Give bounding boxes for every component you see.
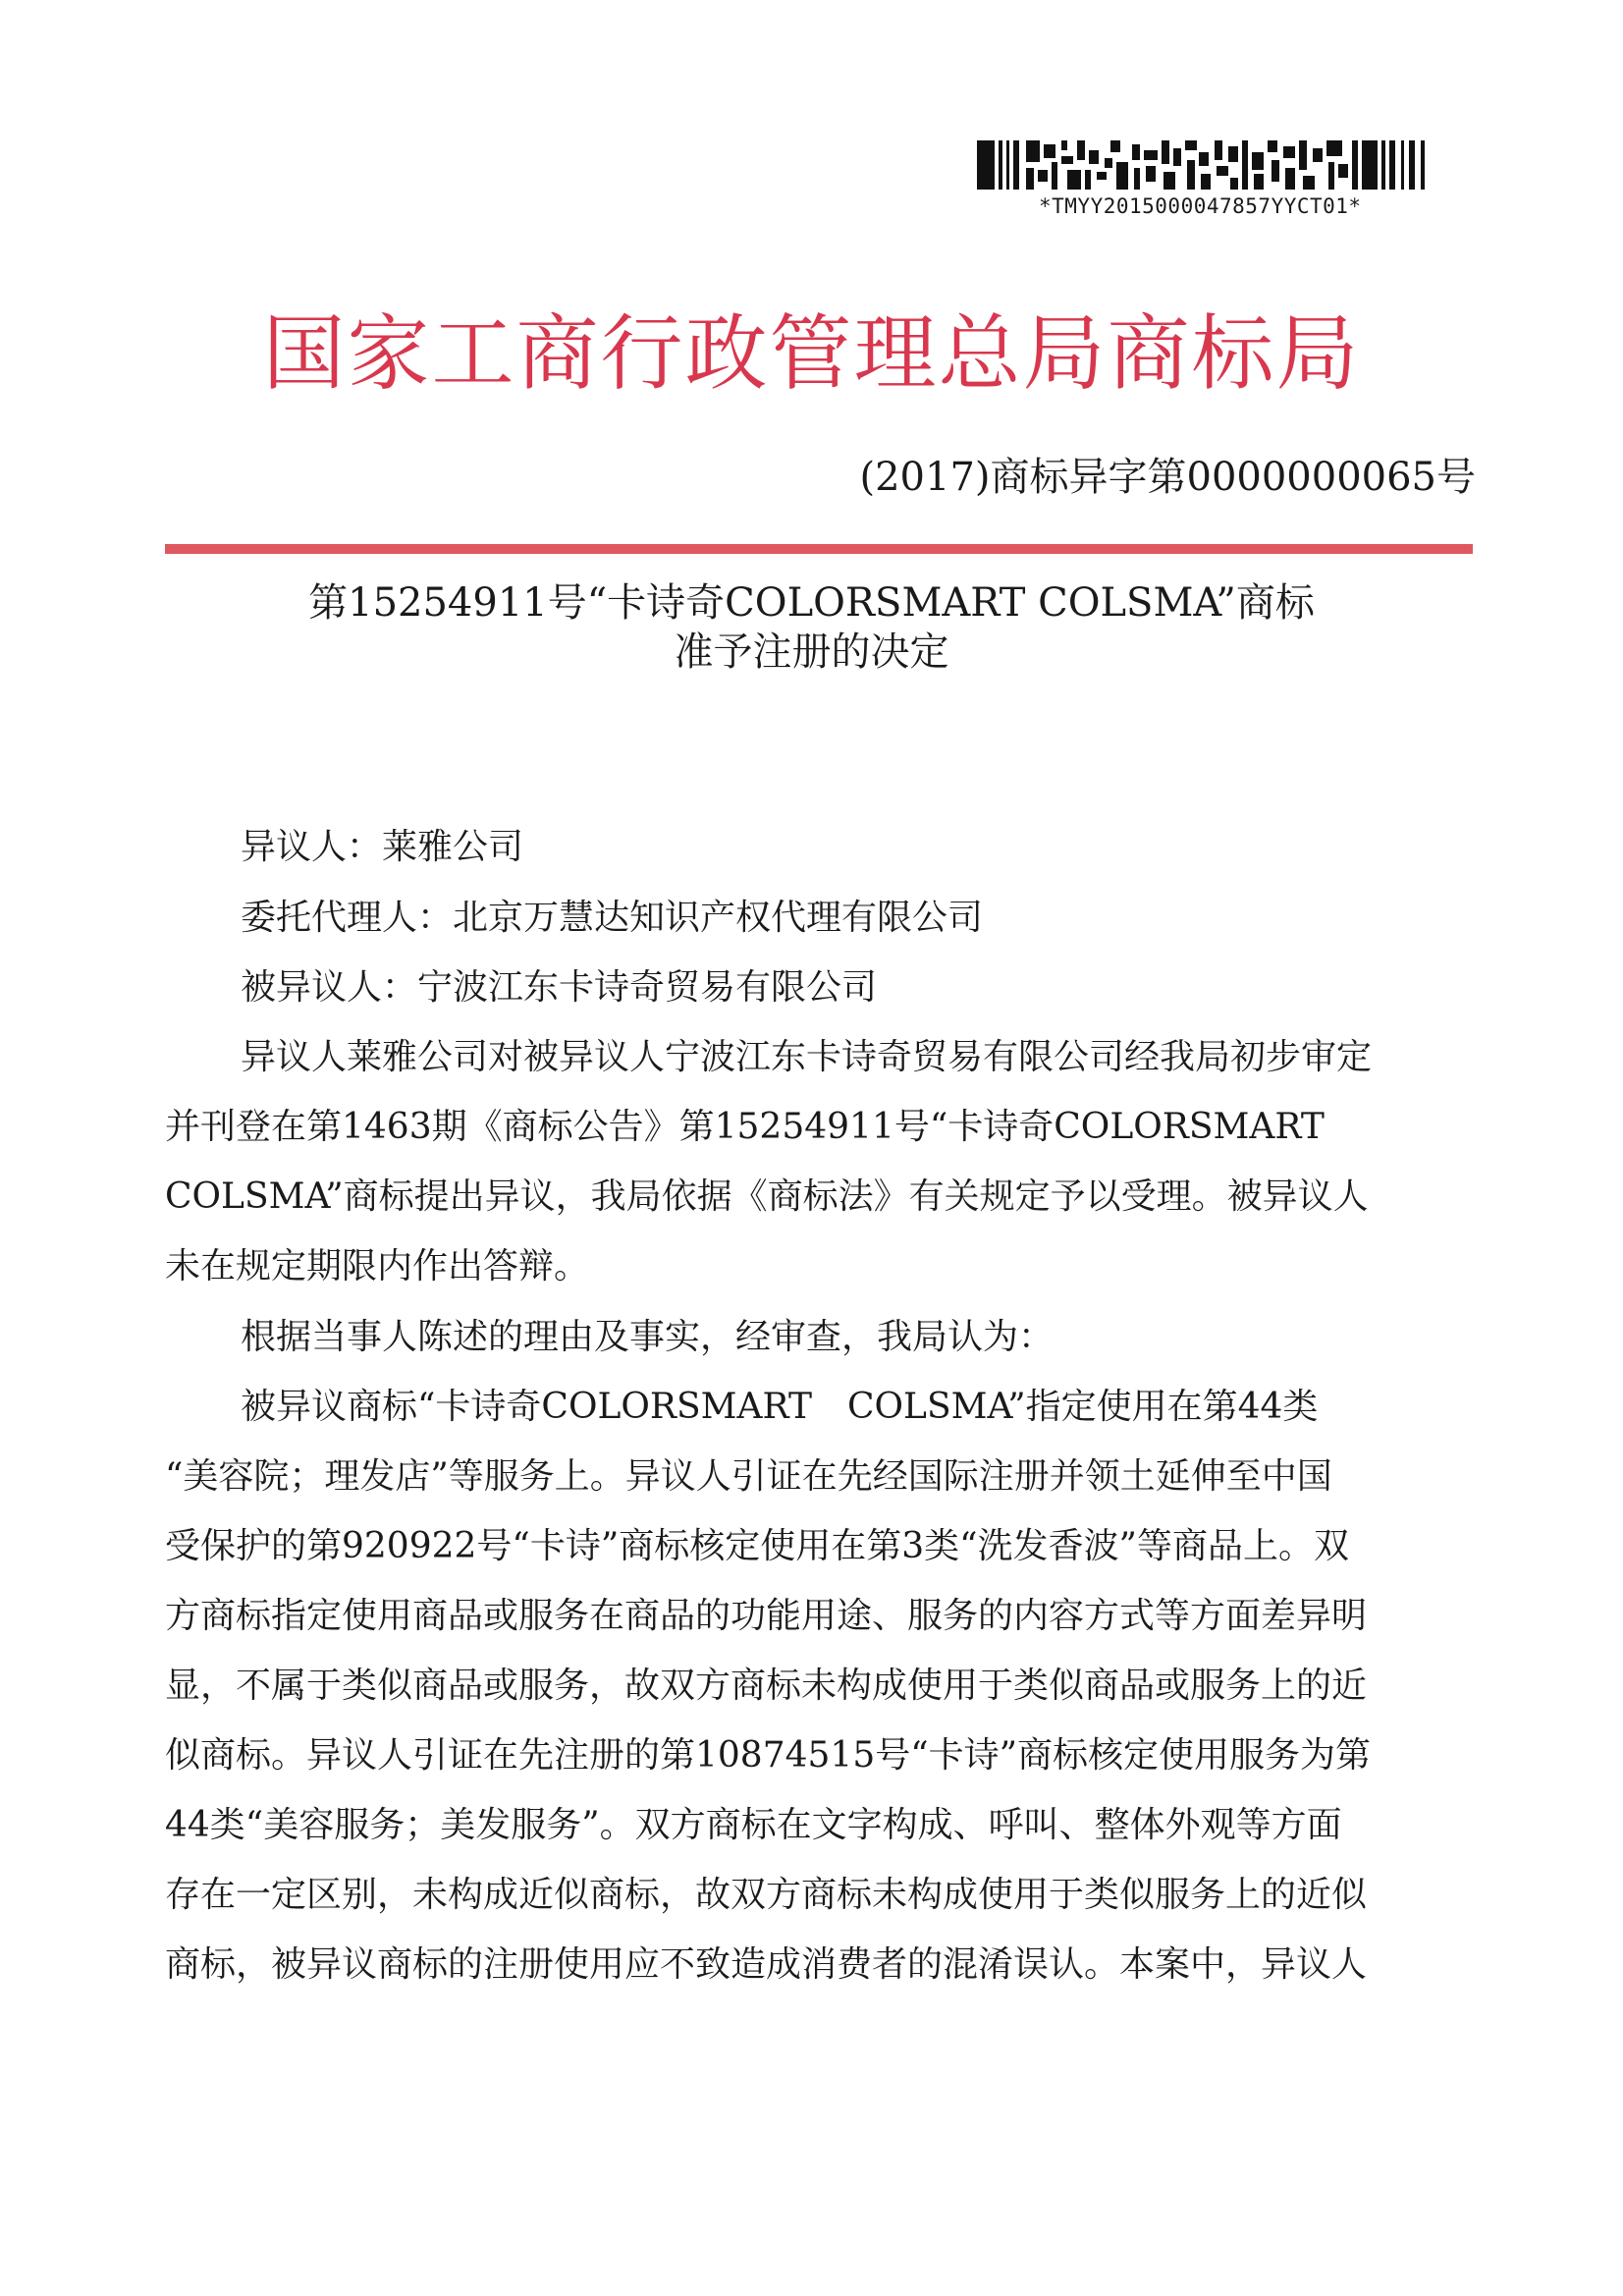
paragraph-line: 似商标。异议人引证在先注册的第10874515号“卡诗”商标核定使用服务为第 xyxy=(165,1735,1372,1776)
respondent-line: 被异议人：宁波江东卡诗奇贸易有限公司 xyxy=(241,967,878,1008)
paragraph-line: “美容院；理发店”等服务上。异议人引证在先经国际注册并领土延伸至中国 xyxy=(165,1456,1332,1497)
paragraph-line: 存在一定区别，未构成近似商标，故双方商标未构成使用于类似服务上的近似 xyxy=(165,1875,1368,1915)
document-number: (2017)商标异字第0000000065号 xyxy=(859,455,1476,500)
paragraph-line: 44类“美容服务；美发服务”。双方商标在文字构成、呼叫、整体外观等方面 xyxy=(165,1805,1342,1845)
paragraph-line: 并刊登在第1463期《商标公告》第15254911号“卡诗奇COLORSMART xyxy=(165,1107,1325,1147)
paragraph-line: 显，不属于类似商品或服务，故双方商标未构成使用于类似商品或服务上的近 xyxy=(165,1666,1368,1706)
paragraph-line: 未在规定期限内作出答辩。 xyxy=(165,1246,590,1286)
paragraph-line: 商标，被异议商标的注册使用应不致造成消费者的混淆误认。本案中，异议人 xyxy=(165,1944,1368,1985)
paragraph-line: 被异议商标“卡诗奇COLORSMART COLSMA”指定使用在第44类 xyxy=(241,1387,1319,1427)
barcode-number: *TMYY2015000047857YYCT01* xyxy=(1039,194,1362,218)
agency-title: 国家工商行政管理总局商标局 xyxy=(262,305,1361,402)
paragraph-line: 异议人莱雅公司对被异议人宁波江东卡诗奇贸易有限公司经我局初步审定 xyxy=(241,1037,1373,1077)
decision-title-line-2: 准予注册的决定 xyxy=(674,629,949,675)
decision-title-line-1: 第15254911号“卡诗奇COLORSMART COLSMA”商标 xyxy=(308,580,1315,626)
opponent-line: 异议人：莱雅公司 xyxy=(241,827,524,867)
paragraph-line: 方商标指定使用商品或服务在商品的功能用途、服务的内容方式等方面差异明 xyxy=(165,1596,1368,1636)
paragraph-line: COLSMA”商标提出异议，我局依据《商标法》有关规定予以受理。被异议人 xyxy=(165,1176,1369,1217)
agent-line: 委托代理人：北京万慧达知识产权代理有限公司 xyxy=(241,898,984,938)
barcode xyxy=(977,140,1431,190)
paragraph-line: 受保护的第920922号“卡诗”商标核定使用在第3类“洗发香波”等商品上。双 xyxy=(165,1526,1349,1566)
paragraph-line: 根据当事人陈述的理由及事实，经审查，我局认为： xyxy=(241,1317,1055,1357)
red-divider xyxy=(165,544,1473,554)
